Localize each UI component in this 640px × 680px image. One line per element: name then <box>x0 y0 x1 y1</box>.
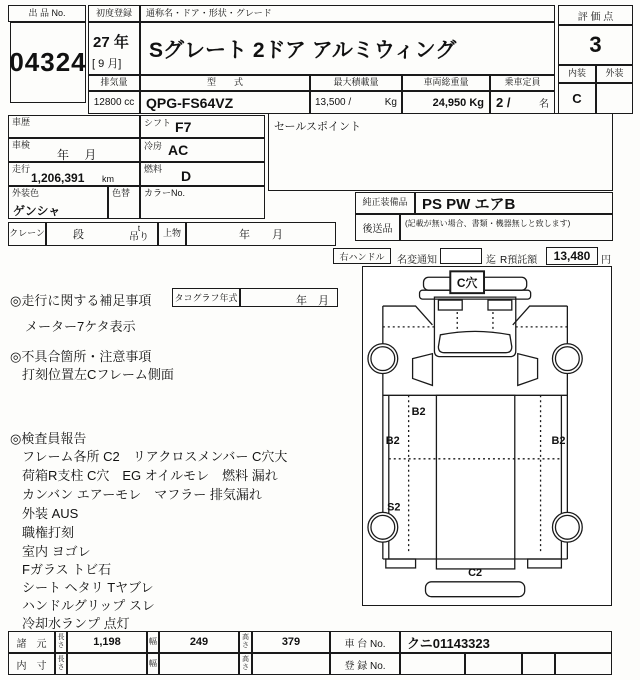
gross-weight-value: 24,950 Kg <box>402 91 490 114</box>
inspector-line: 外装 AUS <box>22 506 79 521</box>
inspection-label: 車検 <box>12 140 31 150</box>
spec-height-value: 379 <box>252 631 330 653</box>
inspector-line: Fガラス トビ石 <box>22 562 112 577</box>
repaint-label: 色替 <box>112 188 131 198</box>
color-no-cell <box>140 186 265 219</box>
inspector-line: シート ヘタリ Tヤブレ <box>22 580 154 595</box>
inner-length-value <box>67 653 147 675</box>
body-structure-value: 年 月 <box>186 222 336 246</box>
inspection-cell <box>8 138 140 162</box>
crane-label: クレーン <box>8 222 46 246</box>
history-cell <box>8 115 140 138</box>
exterior-label: 外装 <box>596 65 633 83</box>
vehicle-diagram-box <box>362 266 612 606</box>
interior-label: 内装 <box>558 65 596 83</box>
displacement-label: 排気量 <box>88 75 140 91</box>
inspector-line: 職権打刻 <box>22 525 75 540</box>
windshield-shape <box>438 331 511 352</box>
chassis-no-value: クニ01143323 <box>400 631 612 653</box>
registration-no-cell-4 <box>555 653 612 675</box>
history-label: 車歴 <box>12 117 31 127</box>
registration-no-label: 登 録 No. <box>330 653 400 675</box>
b2-mark-right: B2 <box>551 434 566 447</box>
inspector-line: 室内 ヨゴレ <box>22 544 91 559</box>
registration-no-cell-2 <box>465 653 522 675</box>
deposit-value: 13,480 <box>546 247 598 265</box>
yen-label: 円 <box>601 255 611 266</box>
ac-cell <box>140 138 265 162</box>
max-load-label: 最大積載量 <box>310 75 402 91</box>
truck-diagram <box>363 267 611 605</box>
shift-label: シフト <box>144 117 172 128</box>
chassis-no-label: 車 台 No. <box>330 631 400 653</box>
registration-no-cell-3 <box>522 653 555 675</box>
s2-mark: S2 <box>387 501 401 514</box>
first-registration-cell <box>88 22 140 75</box>
grade-value: 3 <box>558 25 633 65</box>
defect-heading: ◎不具合箇所・注意事項 <box>10 349 152 364</box>
height-label: 高さ <box>242 655 249 671</box>
spec-row-label: 諸 元 <box>8 631 55 653</box>
tachograph-value: 年 月 <box>296 295 329 307</box>
sales-point-label: セールスポイント <box>274 121 362 133</box>
lot-number-value: 04324 <box>10 22 86 103</box>
inspector-line: 冷却水ランプ 点灯 <box>22 616 130 631</box>
shift-value: F7 <box>175 118 192 135</box>
front-wheel-right-inner <box>555 347 579 371</box>
capacity-cell <box>490 91 555 114</box>
name-change-label: 名変通知 <box>397 255 437 266</box>
lot-number-label: 出 品 No. <box>8 5 86 22</box>
cab-vent-left-shape <box>438 300 462 310</box>
fuel-label: 燃料 <box>144 164 163 174</box>
ac-value: AC <box>168 142 189 158</box>
spec-length-value: 1,198 <box>67 631 147 653</box>
b2-mark-inner-left: B2 <box>411 406 426 419</box>
rear-wheel-left-inner <box>371 515 395 539</box>
mileage-notes-heading: ◎走行に関する補足事項 <box>10 293 152 308</box>
inspector-line: カンバン エアーモレ マフラー 排気漏れ <box>22 487 262 502</box>
left-step-shape <box>413 354 433 386</box>
front-wheel-left-inner <box>371 347 395 371</box>
tachograph-label: タコグラフ年式 <box>172 288 240 307</box>
grade-label: 評 価 点 <box>558 5 633 25</box>
right-handle-badge: 右ハンドル <box>333 248 391 264</box>
crane-tsuri-group <box>129 225 149 243</box>
max-load-value: 13,500 / <box>315 97 352 108</box>
later-items-label: 後送品 <box>355 214 400 241</box>
exterior-grade-value <box>596 83 633 114</box>
displacement-value: 12800 cc <box>88 91 140 114</box>
color-no-label: カラーNo. <box>144 188 186 198</box>
spec-length-label-cell <box>55 631 67 653</box>
exterior-color-label: 外装色 <box>12 188 40 198</box>
registration-no-cell-1 <box>400 653 465 675</box>
inspection-value: 年 月 <box>57 148 97 162</box>
rear-bumper-shape <box>425 582 524 597</box>
vehicle-name-value: Sグレート 2ドア アルミウィング <box>140 22 555 75</box>
b2-mark-outer-left: B2 <box>385 434 400 447</box>
inspector-report <box>22 446 352 631</box>
width-label: 幅 <box>147 631 159 653</box>
cargo-frame-shape <box>436 395 514 569</box>
mileage-unit: km <box>102 174 114 184</box>
meter-note: メーター7ケタ表示 <box>25 319 136 334</box>
exterior-color-value: ゲンシャ <box>13 204 61 218</box>
later-items-cell <box>400 214 613 241</box>
sales-point-box <box>268 113 613 191</box>
length-label: 長さ <box>57 655 65 671</box>
model-code-value: QPG-FS64VZ <box>140 91 310 114</box>
c-hole-label: C穴 <box>456 276 478 291</box>
max-load-unit: Kg <box>384 97 397 108</box>
body-structure-label: 上物 <box>158 222 186 246</box>
oem-equipment-label: 純正装備品 <box>355 192 415 214</box>
shift-cell <box>140 115 265 138</box>
mileage-cell <box>8 162 140 186</box>
width-label: 幅 <box>147 653 159 675</box>
cab-outline-shape <box>434 297 515 357</box>
inspector-heading: ◎検査員報告 <box>10 431 87 446</box>
inner-height-label-cell <box>239 653 252 675</box>
capacity-value: 2 / <box>496 95 511 110</box>
right-fender-shape <box>513 306 568 325</box>
inner-width-value <box>159 653 239 675</box>
mileage-label: 走行 <box>12 164 31 174</box>
made-label: 迄 <box>486 255 496 266</box>
fuel-value: D <box>181 168 192 184</box>
exterior-color-cell <box>8 186 108 219</box>
crane-dan-label: 段 <box>73 229 84 241</box>
later-items-note: (記載が無い場合、書類・機器無しと致します) <box>405 219 571 228</box>
inspector-line: ハンドルグリップ スレ <box>22 598 155 613</box>
deposit-label: R預託額 <box>500 255 538 266</box>
crane-ton-label: t <box>137 224 141 233</box>
rear-wheel-right-inner <box>555 515 579 539</box>
left-fender-shape <box>383 306 433 325</box>
first-registration-year: 27 年 <box>93 34 129 51</box>
crane-tsuri-label: 吊り <box>129 232 149 243</box>
length-label: 長さ <box>57 633 65 649</box>
model-code-label: 型 式 <box>140 75 310 91</box>
defect-note: 打刻位置左Cフレーム側面 <box>22 367 174 382</box>
interior-grade-value: C <box>558 83 596 114</box>
oem-equipment-value: PS PW エアB <box>415 192 613 214</box>
rear-flap-right-shape <box>528 559 562 568</box>
inspector-line: 荷箱R支柱 C穴 EG オイルモレ 燃料 漏れ <box>22 468 278 483</box>
capacity-unit: 名 <box>539 99 549 110</box>
mileage-value: 1,206,391 <box>31 171 85 185</box>
cab-vent-right-shape <box>488 300 512 310</box>
c2-mark: C2 <box>468 566 483 579</box>
inner-length-label-cell <box>55 653 67 675</box>
max-load-cell <box>310 91 402 114</box>
right-step-shape <box>518 354 538 386</box>
height-label: 高さ <box>242 633 249 649</box>
spec-width-value: 249 <box>159 631 239 653</box>
first-registration-month: [ 9 月] <box>92 58 122 70</box>
name-change-box <box>440 248 482 264</box>
repaint-cell <box>108 186 140 219</box>
vehicle-name-label: 通称名・ドア・形状・グレード <box>140 5 555 22</box>
rear-flap-left-shape <box>386 559 416 568</box>
spec-height-label-cell <box>239 631 252 653</box>
inner-height-value <box>252 653 330 675</box>
tachograph-cell <box>240 288 338 307</box>
inner-dims-row-label: 内 寸 <box>8 653 55 675</box>
inspector-line: フレーム各所 C2 リアクロスメンバー C穴大 <box>22 449 288 464</box>
gross-weight-label: 車両総重量 <box>402 75 490 91</box>
ac-label: 冷房 <box>144 141 163 152</box>
capacity-label: 乗車定員 <box>490 75 555 91</box>
crane-cell <box>46 222 158 246</box>
first-registration-label: 初度登録 <box>88 5 140 22</box>
fuel-cell <box>140 162 265 186</box>
